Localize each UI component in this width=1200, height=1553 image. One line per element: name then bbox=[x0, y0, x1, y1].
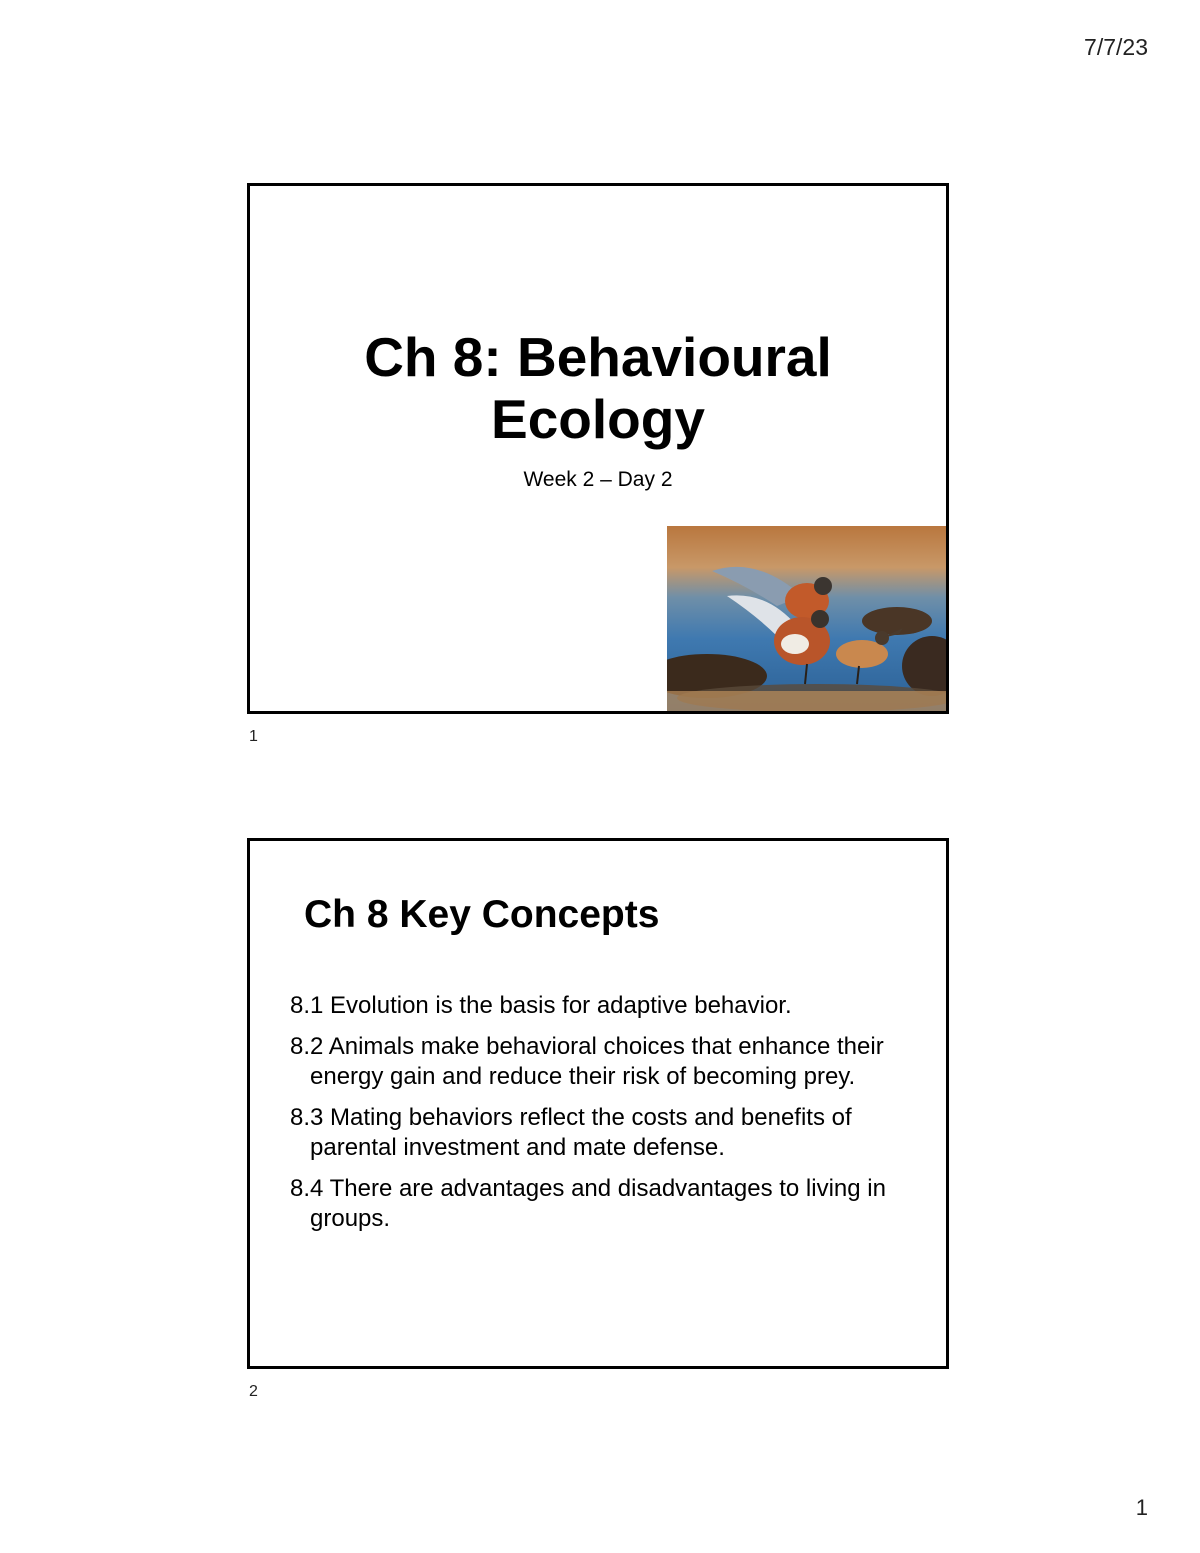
list-item: 8.4 There are advantages and disadvantages to living in groups. bbox=[290, 1175, 886, 1232]
slide-title-line-1: Ch 8: Behavioural bbox=[364, 326, 832, 388]
slide-2 bbox=[247, 838, 949, 1369]
slide-title-line-2: Ecology bbox=[491, 388, 705, 450]
slide-title: Ch 8 Key Concepts bbox=[304, 893, 660, 936]
birds-photo bbox=[667, 526, 947, 714]
list-item: 8.1 Evolution is the basis for adaptive behavior. bbox=[290, 992, 792, 1019]
slide-number-1: 1 bbox=[249, 728, 258, 745]
key-concepts-list bbox=[290, 991, 930, 1245]
handout-date: 7/7/23 bbox=[1084, 34, 1148, 60]
slide-subtitle: Week 2 – Day 2 bbox=[523, 468, 673, 491]
slide-title bbox=[250, 326, 946, 450]
page-number: 1 bbox=[1135, 1495, 1148, 1520]
list-item: 8.3 Mating behaviors reflect the costs and benefits of parental investment and mate defense. bbox=[290, 1104, 852, 1161]
slide-number-2: 2 bbox=[249, 1383, 258, 1400]
list-item: 8.2 Animals make behavioral choices that enhance their energy gain and reduce their risk of becoming prey. bbox=[290, 1033, 884, 1090]
slide-1 bbox=[247, 183, 949, 714]
